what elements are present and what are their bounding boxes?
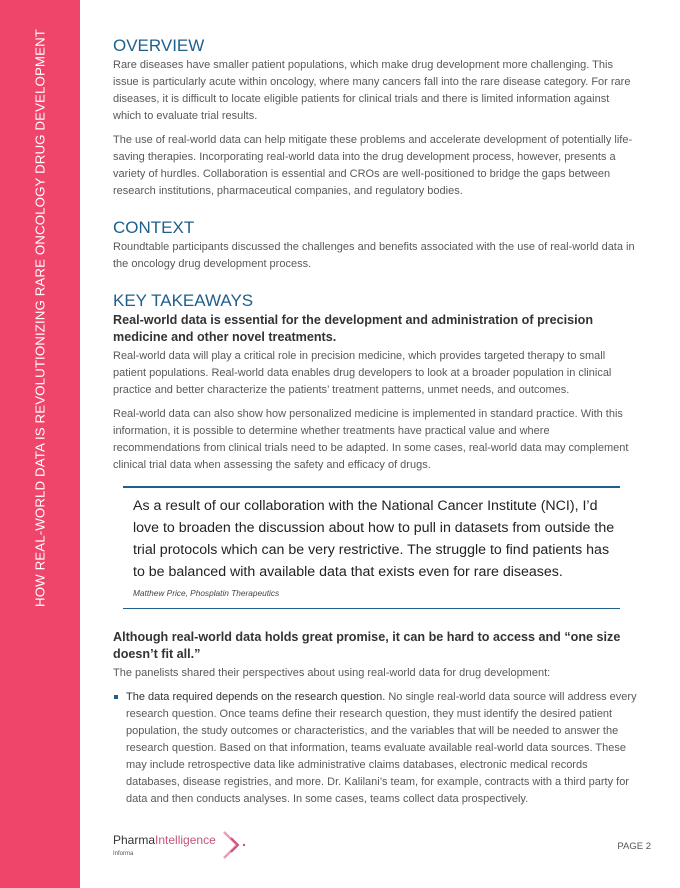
overview-section [113,36,637,200]
takeaway-paragraph: Real-world data can also show how personalized medicine is implemented in standard practice. With this information, it is possible to determine whether treatments have practical value and where recommendations from clinical trials need to be adapted. In some cases, real-world data may complement clinical trial data when assessing the safety and efficacy of drugs. [113,408,629,471]
bullet-text: No single real-world data source will address every research question. Once teams define their research question, they must identify the desired patient population, the study outcomes or characteristics, and the variables that will be needed to answer the research question. Based on that information, teams evaluate available real-world data sources. These may include retrospective data like administrative claims databases, electronic medical records databases, disease registries, and more. Dr. Kalilani’s team, for example, contracts with a third party for data and then conducts analyses. In some cases, teams collect data prospectively. [126,691,637,805]
overview-heading: OVERVIEW [113,36,205,55]
main-content [113,0,637,808]
takeaway-paragraph: Real-world data will play a critical role in precision medicine, which provides targeted therapy to small patient populations. Real-world data enables drug developers to look at a broader population in clinical practice and better characterize the patients’ treatment patterns, unmet needs, and outcomes. [113,350,612,396]
overview-paragraph: The use of real-world data can help mitigate these problems and accelerate development of potentially life-saving therapies. Incorporating real-world data into the drug development process, however, presents a variety of hurdles. Collaboration is essential and CROs are well-positioned to bridge the gaps between research institutions, pharmaceutical companies, and regulatory bodies. [113,134,633,197]
chevron-logo-icon [221,828,251,862]
quote-attribution: Matthew Price, Phosplatin Therapeutics [133,588,280,598]
logo-main: Pharma [113,833,156,847]
pull-quote [123,486,620,609]
context-section [113,218,637,273]
bullet-item [113,689,637,808]
takeaway-subheading: Although real-world data holds great promise, it can be hard to access and “one size doesn’t fit all.” [113,630,621,661]
sidebar [0,0,80,888]
quote-text: As a result of our collaboration with the National Cancer Institute (NCI), I’d love to broaden the discussion about how to pull in datasets from outside the trial protocols which can be very restrictive. The struggle to find patients has to be balanced with available data that exists even for rare diseases. [133,498,615,580]
bullet-icon [114,695,118,699]
takeaway-paragraph: The panelists shared their perspectives about using real-world data for drug development: [113,667,551,679]
context-heading: CONTEXT [113,218,195,237]
bullet-lead: The data required depends on the research question. [126,691,386,703]
takeaway-subheading: Real-world data is essential for the development and administration of precision medicine and other novel treatments. [113,313,594,344]
context-paragraph: Roundtable participants discussed the challenges and benefits associated with the use of real-world data in the oncology drug development process. [113,241,635,270]
overview-paragraph: Rare diseases have smaller patient populations, which make drug development more challenging. This issue is particularly acute within oncology, where many cancers fall into the rare disease category. For rare diseases, it is difficult to locate eligible patients for clinical trials and there is limited information against which to evaluate trial results. [113,59,631,122]
page-number: PAGE 2 [617,840,651,852]
document-title: HOW REAL-WORLD DATA IS REVOLUTIONIZING RARE ONCOLOGY DRUG DEVELOPMENT [32,28,48,608]
takeaways-section [113,291,637,808]
pharma-intelligence-logo [113,828,253,864]
footer [113,828,651,888]
logo-sub: Informa [113,851,134,857]
takeaways-heading: KEY TAKEAWAYS [113,291,254,310]
logo-accent: Intelligence [155,833,216,847]
